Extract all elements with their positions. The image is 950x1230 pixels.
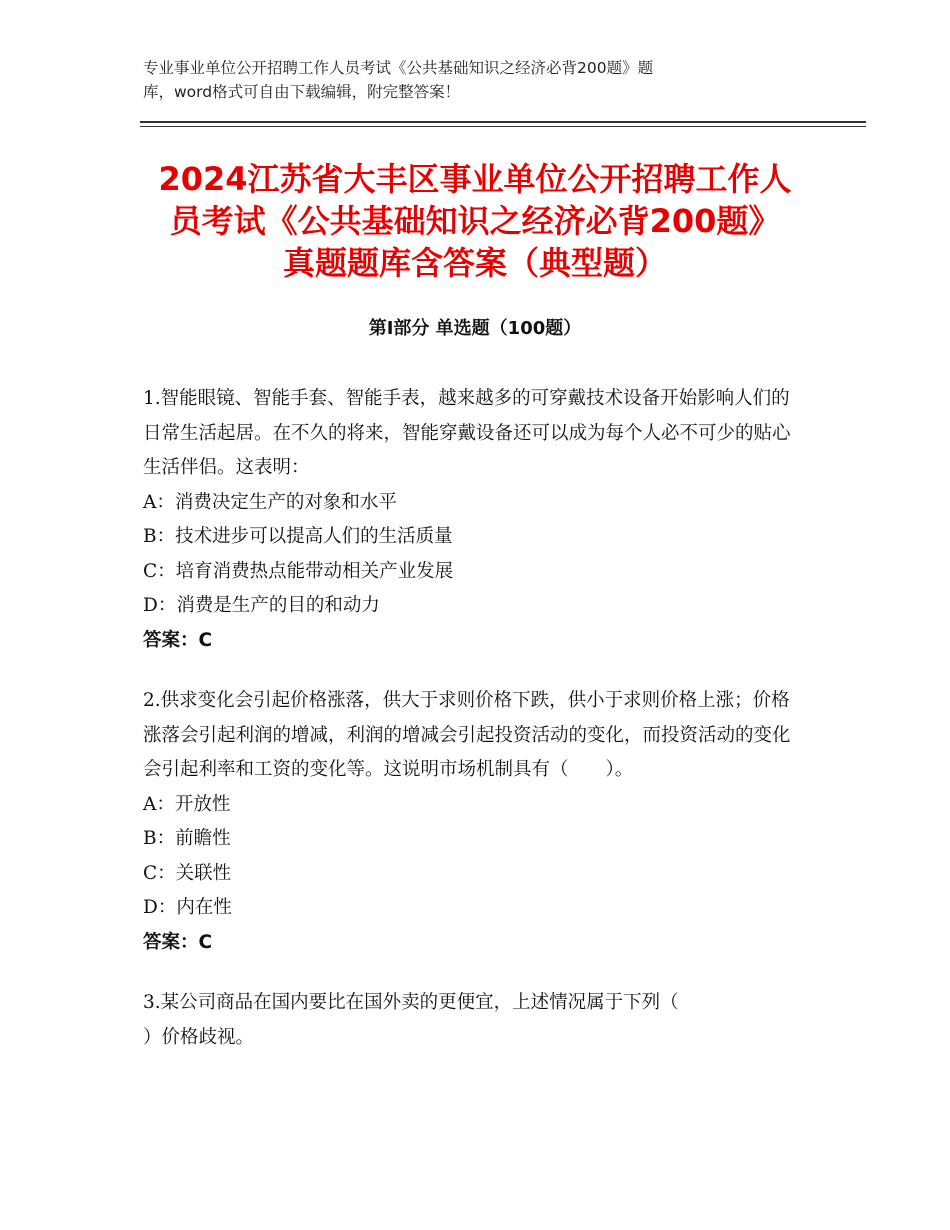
question-2 [143,684,808,960]
option-c: C：关联性 [143,862,232,884]
document-title-line: 2024江苏省大丰区事业单位公开招聘工作人 [158,160,792,198]
document-title-line: 员考试《公共基础知识之经济必背200题》 [169,202,781,240]
question-1 [143,382,808,658]
option-a: A：开放性 [143,793,231,815]
header-divider-thin [140,126,866,127]
header-note-line: 专业事业单位公开招聘工作人员考试《公共基础知识之经济必背200题》题 [143,59,654,77]
question-stem-line: 3.某公司商品在国内要比在国外卖的更便宜，上述情况属于下列（ [143,992,679,1013]
option-b: B：技术进步可以提高人们的生活质量 [143,526,453,547]
document-title-line: 真题题库含答案（典型题） [282,244,667,282]
question-3 [143,986,808,1055]
document-title [100,158,850,284]
option-d: D：消费是生产的目的和动力 [143,595,380,616]
header-divider-thick [140,121,866,123]
answer-line: 答案：C [143,629,213,651]
option-c: C：培育消费热点能带动相关产业发展 [143,560,454,582]
header-note [143,56,783,104]
question-list [143,382,808,1081]
question-stem-line: ）价格歧视。 [143,1026,255,1048]
option-b: B：前瞻性 [143,828,231,849]
question-stem: 1.智能眼镜、智能手套、智能手表，越来越多的可穿戴技术设备开始影响人们的日常生活起居。在不久的将来，智能穿戴设备还可以成为每个人必不可少的贴心生活伴侣。这表明： [143,388,791,478]
option-a: A：消费决定生产的对象和水平 [143,491,397,513]
option-d: D：内在性 [143,897,232,918]
section-title: 第Ⅰ部分 单选题（100题） [368,318,582,339]
answer-line: 答案：C [143,931,213,953]
question-stem: 2.供求变化会引起价格涨落，供大于求则价格下跌，供小于求则价格上涨；价格涨落会引起利润的增减，利润的增减会引起投资活动的变化，而投资活动的变化会引起利率和工资的变化等。这说明市场机制具有（ ）。 [143,690,791,780]
header-note-line: 库，word格式可自由下载编辑，附完整答案！ [143,83,461,101]
